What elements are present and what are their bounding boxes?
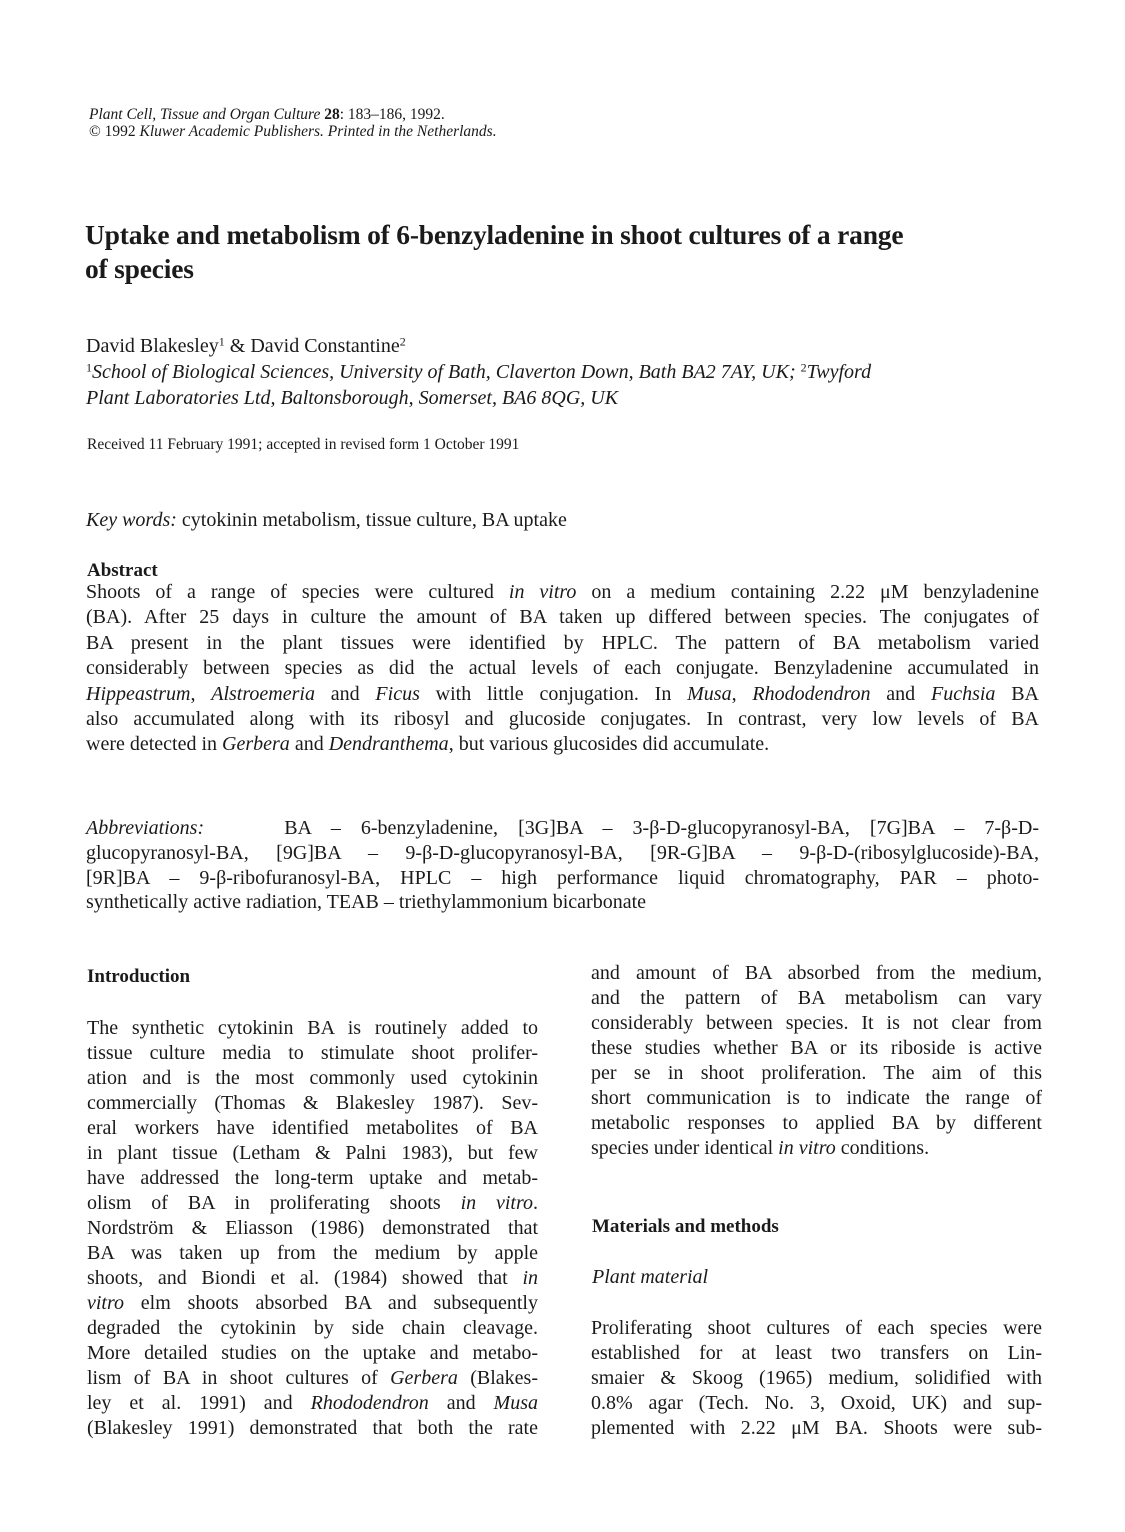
copyright-symbol: © (89, 123, 101, 140)
intro-line: and the pattern of BA metabolism can vary (591, 987, 1042, 1009)
abbreviations-line: glucopyranosyl-BA, [9G]BA – 9-β-D-glucopyranosyl-BA, [9R-G]BA – 9-β-D-(ribosylglucoside)-BA, (86, 841, 1039, 864)
journal-header (89, 106, 497, 140)
abstract-line: were detected in Gerbera and Dendranthema, but various glucosides did accumulate. (86, 733, 770, 756)
affiliation-1: School of Biological Sciences, University of Bath, Claverton Down, Bath BA2 7AY, UK; (92, 361, 796, 383)
intro-line: shoots, and Biondi et al. (1984) showed that in (87, 1267, 538, 1289)
affil-1-mark: 1 (86, 360, 92, 375)
affiliation-line-1 (86, 359, 1046, 385)
intro-line: and amount of BA absorbed from the medium, (591, 962, 1042, 984)
author-2-affil-mark: 2 (399, 334, 406, 349)
intro-line: olism of BA in proliferating shoots in vitro. (87, 1192, 539, 1214)
intro-line: eral workers have identified metabolites of BA (87, 1117, 538, 1139)
abstract-heading: Abstract (87, 560, 158, 581)
paper-title (85, 218, 1045, 286)
methods-line: smaier & Skoog (1965) medium, solidified with (591, 1367, 1042, 1389)
keywords-label: Key words: (86, 509, 177, 531)
methods-subheading: Plant material (592, 1266, 709, 1288)
copyright-text: Kluwer Academic Publishers. Printed in the Netherlands. (139, 123, 497, 140)
intro-line: commercially (Thomas & Blakesley 1987). Sev- (87, 1092, 538, 1114)
received-dates: Received 11 February 1991; accepted in revised form 1 October 1991 (87, 436, 520, 453)
methods-line: Proliferating shoot cultures of each species were (591, 1317, 1042, 1339)
intro-line: The synthetic cytokinin BA is routinely added to (87, 1017, 538, 1039)
author-1-affil-mark: 1 (218, 334, 225, 349)
methods-body (591, 1316, 1042, 1441)
author-2: David Constantine (250, 335, 400, 357)
intro-line: More detailed studies on the uptake and metabo- (87, 1342, 538, 1364)
keywords (86, 508, 567, 532)
abbreviations-label: Abbreviations: (86, 817, 205, 839)
journal-name: Plant Cell, Tissue and Organ Culture (89, 106, 321, 123)
methods-line: plemented with 2.22 μM BA. Shoots were sub- (591, 1417, 1042, 1439)
methods-line: established for at least two transfers on Lin- (591, 1342, 1042, 1364)
author-separator: & (229, 335, 246, 357)
intro-line: species under identical in vitro conditions. (591, 1137, 930, 1159)
copyright-line (89, 123, 497, 140)
abbreviations-line: Abbreviations: BA – 6-benzyladenine, [3G]BA – 3-β-D-glucopyranosyl-BA, [7G]BA – 7-β-D- (86, 817, 1039, 839)
author-list (86, 334, 406, 358)
intro-line: have addressed the long-term uptake and metab- (87, 1167, 538, 1189)
intro-line: these studies whether BA or its riboside is active (591, 1037, 1042, 1059)
introduction-body (87, 1016, 538, 1441)
intro-line: (Blakesley 1991) demonstrated that both the rate (87, 1417, 538, 1439)
intro-line: per se in shoot proliferation. The aim of this (591, 1062, 1042, 1084)
affiliations (86, 359, 1046, 411)
intro-line: degraded the cytokinin by side chain cleavage. (87, 1317, 538, 1339)
journal-volume: 28 (324, 106, 340, 123)
author-1: David Blakesley (86, 335, 219, 357)
intro-line: in plant tissue (Letham & Palni 1983), but few (87, 1142, 538, 1164)
intro-line: ation and is the most commonly used cytokinin (87, 1067, 538, 1089)
journal-pages-year: : 183–186, 1992. (339, 106, 445, 123)
abbreviations-line: synthetically active radiation, TEAB – triethylammonium bicarbonate (86, 891, 647, 914)
abbreviations-line: [9R]BA – 9-β-ribofuranosyl-BA, HPLC – high performance liquid chromatography, PAR – photo- (86, 866, 1039, 889)
intro-line: short communication is to indicate the range of (591, 1087, 1042, 1109)
intro-line: considerably between species. It is not clear from (591, 1012, 1042, 1034)
title-line-2: of species (85, 253, 194, 284)
abstract-body (86, 580, 1039, 758)
abstract-line: Hippeastrum, Alstroemeria and Ficus with little conjugation. In Musa, Rhododendron and Fuchsia BA (86, 682, 1039, 705)
title-line-1: Uptake and metabolism of 6-benzyladenine in shoot cultures of a range (85, 219, 904, 250)
intro-line: Nordström & Eliasson (1986) demonstrated that (87, 1217, 538, 1239)
introduction-heading: Introduction (87, 966, 191, 987)
abstract-line: also accumulated along with its ribosyl and glucoside conjugates. In contrast, very low levels of BA (86, 707, 1039, 730)
abbreviations (86, 816, 1039, 915)
methods-line: 0.8% agar (Tech. No. 3, Oxoid, UK) and sup- (591, 1392, 1042, 1414)
keywords-text: cytokinin metabolism, tissue culture, BA uptake (181, 509, 567, 531)
abstract-line: Shoots of a range of species were cultured in vitro on a medium containing 2.22 μM benzyladenine (86, 581, 1039, 603)
abstract-line: considerably between species as did the actual levels of each conjugate. Benzyladenine accumulated in (86, 657, 1039, 680)
abstract-line: (BA). After 25 days in culture the amount of BA taken up differed between species. The conjugates of (86, 606, 1039, 629)
intro-line: lism of BA in shoot cultures of Gerbera (Blakes- (87, 1367, 538, 1389)
intro-line: tissue culture media to stimulate shoot prolifer- (87, 1042, 538, 1064)
affiliation-2-start: Twyford (806, 361, 872, 383)
copyright-year: 1992 (104, 123, 136, 140)
abstract-line: BA present in the plant tissues were identified by HPLC. The pattern of BA metabolism varied (86, 631, 1039, 654)
affil-2-mark: 2 (800, 360, 807, 375)
intro-line: metabolic responses to applied BA by different (591, 1112, 1042, 1134)
introduction-continued (591, 961, 1042, 1161)
methods-heading: Materials and methods (592, 1216, 779, 1237)
intro-line: BA was taken up from the medium by apple (87, 1242, 538, 1264)
intro-line: ley et al. 1991) and Rhododendron and Musa (87, 1392, 538, 1414)
intro-line: vitro elm shoots absorbed BA and subsequently (87, 1292, 538, 1314)
affiliation-2-rest: Plant Laboratories Ltd, Baltonsborough, Somerset, BA6 8QG, UK (86, 387, 619, 409)
journal-citation (89, 106, 497, 123)
